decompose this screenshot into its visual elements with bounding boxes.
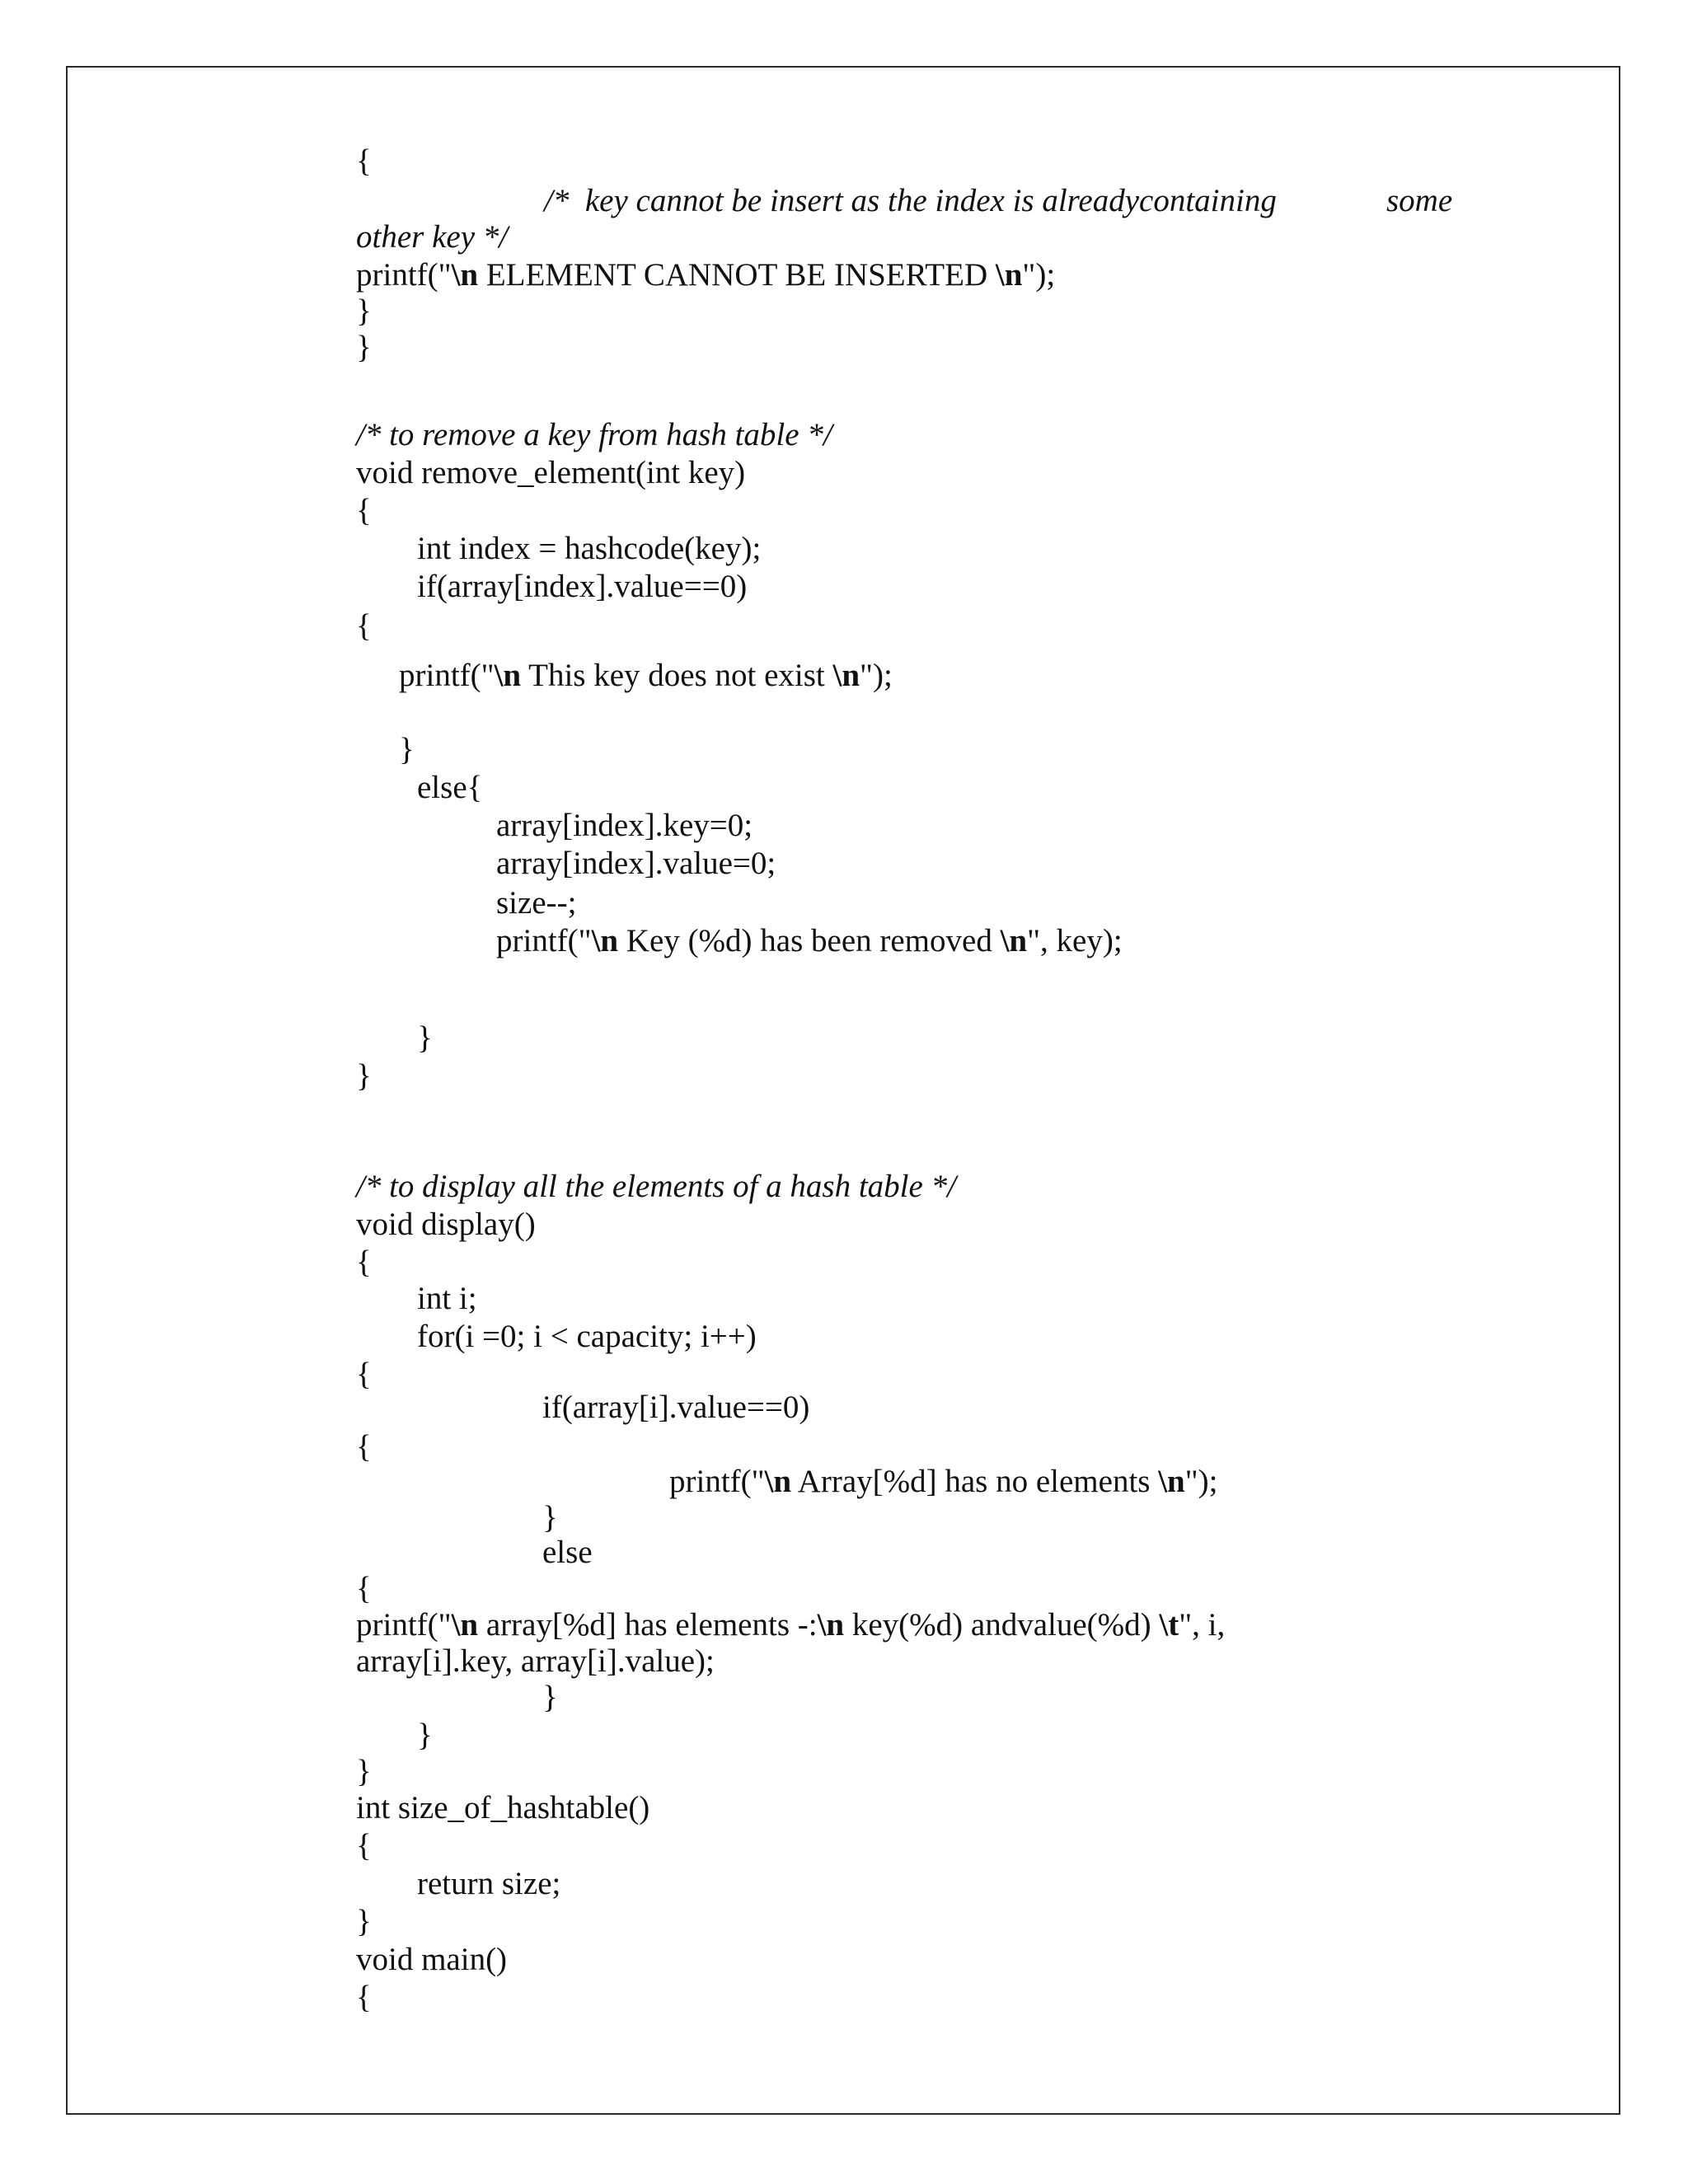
code-line: return size; bbox=[417, 1866, 561, 1901]
code-line: for(i =0; i < capacity; i++) bbox=[417, 1319, 757, 1354]
code-line: } bbox=[417, 1718, 433, 1753]
code-line: } bbox=[356, 1058, 372, 1094]
code-line: printf("\n ELEMENT CANNOT BE INSERTED \n"); bbox=[356, 257, 1056, 293]
code-line: } bbox=[399, 732, 415, 767]
code-line: } bbox=[356, 1904, 372, 1939]
code-line: { bbox=[356, 1429, 372, 1465]
code-line: { bbox=[356, 143, 372, 179]
code-line: } bbox=[356, 330, 372, 365]
page-border bbox=[66, 66, 1620, 2115]
comment-line: some bbox=[1386, 183, 1453, 218]
comment-line: /* to remove a key from hash table */ bbox=[356, 417, 832, 452]
code-line: } bbox=[542, 1680, 558, 1715]
code-line: } bbox=[542, 1500, 558, 1535]
code-line: else{ bbox=[417, 770, 483, 805]
code-line: array[index].key=0; bbox=[496, 808, 753, 843]
code-line: { bbox=[356, 1357, 372, 1392]
code-line: printf("\n Key (%d) has been removed \n", key); bbox=[496, 923, 1123, 958]
code-line: array[i].key, array[i].value); bbox=[356, 1643, 715, 1679]
code-line: int index = hashcode(key); bbox=[417, 531, 762, 566]
code-line: } bbox=[417, 1020, 433, 1056]
code-line: array[index].value=0; bbox=[496, 846, 776, 881]
code-line: printf("\n This key does not exist \n"); bbox=[399, 658, 893, 693]
code-line: { bbox=[356, 1571, 372, 1606]
code-line: if(array[i].value==0) bbox=[542, 1390, 810, 1425]
code-line: { bbox=[356, 1244, 372, 1280]
code-line: size--; bbox=[496, 885, 577, 921]
code-line: } bbox=[356, 293, 372, 329]
code-line: printf("\n Array[%d] has no elements \n"); bbox=[669, 1464, 1218, 1499]
code-line: void display() bbox=[356, 1207, 536, 1242]
code-line: { bbox=[356, 493, 372, 528]
code-line: { bbox=[356, 1828, 372, 1863]
comment-line: /* key cannot be insert as the index is alreadycontaining bbox=[544, 183, 1277, 218]
comment-line: other key */ bbox=[356, 219, 509, 255]
code-line: if(array[index].value==0) bbox=[417, 569, 748, 604]
code-line: printf("\n array[%d] has elements -:\n key(%d) andvalue(%d) \t", i, bbox=[356, 1607, 1226, 1643]
code-line: } bbox=[356, 1754, 372, 1789]
code-line: int size_of_hashtable() bbox=[356, 1790, 650, 1825]
code-line: int i; bbox=[417, 1281, 477, 1316]
comment-line: /* to display all the elements of a hash table */ bbox=[356, 1169, 956, 1204]
code-line: { bbox=[356, 1980, 372, 2015]
code-line: void remove_element(int key) bbox=[356, 455, 746, 490]
code-line: void main() bbox=[356, 1942, 508, 1977]
code-line: else bbox=[542, 1535, 593, 1570]
code-line: { bbox=[356, 608, 372, 644]
